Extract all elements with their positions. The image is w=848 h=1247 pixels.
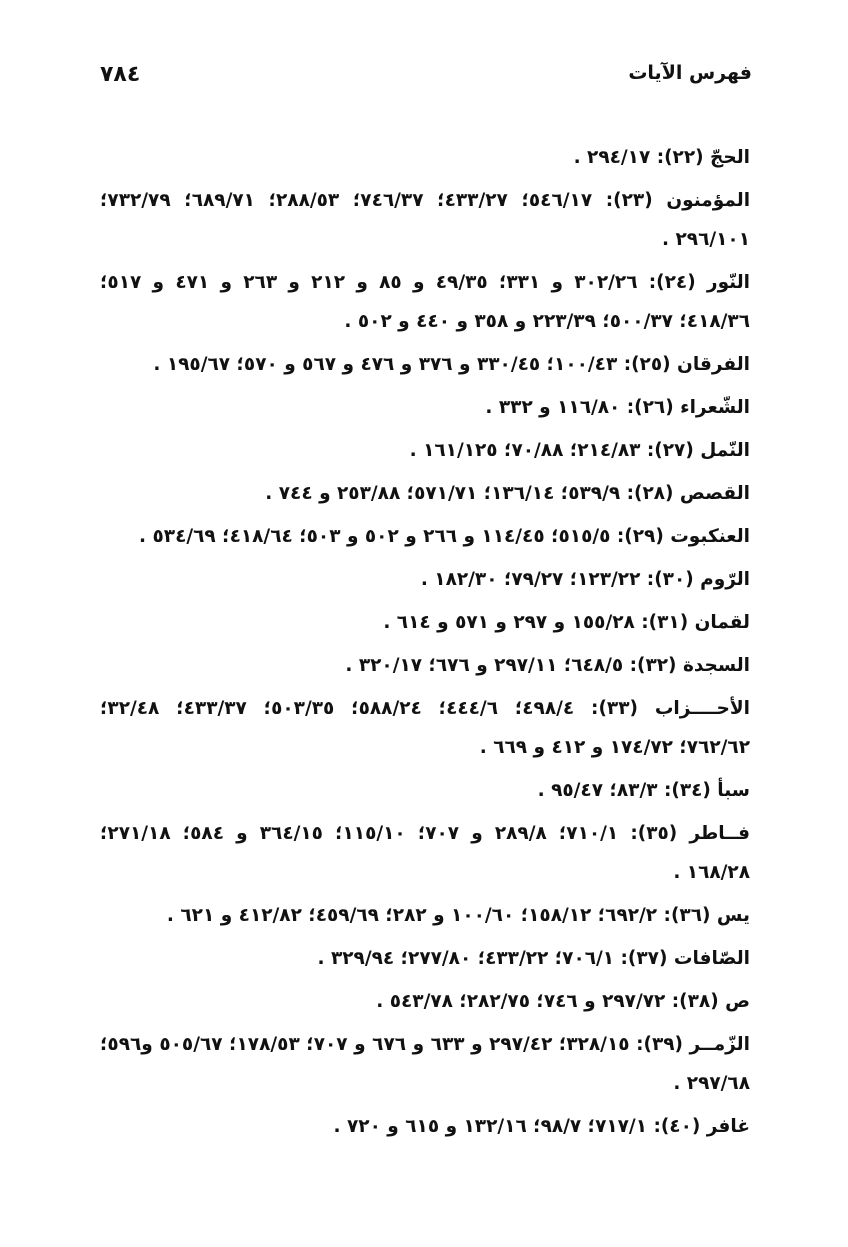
index-entry-sajda: السجدة (٣٢): ٦٤٨/٥؛ ٢٩٧/١١ و ٦٧٦؛ ٣٢٠/١٧ . bbox=[345, 655, 750, 676]
index-entry-ankabut: العنكبوت (٢٩): ٥١٥/٥؛ ١١٤/٤٥ و ٢٦٦ و ٥٠٢ و ٥٠٣؛ ٤١٨/٦٤؛ ٥٣٤/٦٩ . bbox=[139, 526, 750, 547]
index-entry-shuara: الشّعراء (٢٦): ١١٦/٨٠ و ٣٣٢ . bbox=[485, 397, 750, 418]
index-entry-luqman: لقمان (٣١): ١٥٥/٢٨ و ٢٩٧ و ٥٧١ و ٦١٤ . bbox=[383, 612, 750, 633]
index-entry-furqan: الفرقان (٢٥): ١٠٠/٤٣؛ ٣٣٠/٤٥ و ٣٧٦ و ٤٧٦ و ٥٦٧ و ٥٧٠؛ ١٩٥/٦٧ . bbox=[153, 354, 750, 375]
index-entry-yasin: يس (٣٦): ٦٩٢/٢؛ ١٥٨/١٢؛ ١٠٠/٦٠ و ٢٨٢؛ ٤٥٩/٦٩؛ ٤١٢/٨٢ و ٦٢١ . bbox=[166, 905, 750, 926]
page-header bbox=[100, 62, 752, 94]
index-entry-zumar: الزّمــر (٣٩): ٣٢٨/١٥؛ ٢٩٧/٤٢ و ٦٣٣ و ٦٧٦ و ٧٠٧؛ ١٧٨/٥٣؛ ٥٠٥/٦٧ و٥٩٦؛ ٢٩٧/٦٨ . bbox=[100, 1034, 750, 1094]
index-entry-rum: الرّوم (٣٠): ١٢٣/٢٢؛ ٧٩/٢٧؛ ١٨٢/٣٠ . bbox=[420, 569, 750, 590]
index-entry-fatir: فــاطر (٣٥): ٧١٠/١؛ ٢٨٩/٨ و ٧٠٧؛ ١١٥/١٠؛ ٣٦٤/١٥ و ٥٨٤؛ ٢٧١/١٨؛ ١٦٨/٢٨ . bbox=[100, 823, 750, 883]
verse-index-list bbox=[100, 138, 750, 1150]
index-entry-muminun: المؤمنون (٢٣): ٥٤٦/١٧؛ ٤٣٣/٢٧؛ ٧٤٦/٣٧؛ ٢٨٨/٥٣؛ ٦٨٩/٧١؛ ٧٣٢/٧٩؛ ٢٩٦/١٠١ . bbox=[100, 190, 751, 250]
page-number: ٧٨٤ bbox=[100, 62, 141, 87]
index-entry-saffat: الصّافات (٣٧): ٧٠٦/١؛ ٤٣٣/٢٢؛ ٢٧٧/٨٠؛ ٣٢٩/٩٤ . bbox=[317, 948, 750, 969]
index-entry-ghafir: غافر (٤٠): ٧١٧/١؛ ٩٨/٧؛ ١٣٢/١٦ و ٦١٥ و ٧٢٠ . bbox=[333, 1116, 750, 1137]
index-entry-qasas: القصص (٢٨): ٥٣٩/٩؛ ١٣٦/١٤؛ ٥٧١/٧١؛ ٢٥٣/٨٨ و ٧٤٤ . bbox=[265, 483, 750, 504]
index-entry-nur: النّور (٢٤): ٣٠٢/٢٦ و ٣٣١؛ ٤٩/٣٥ و ٨٥ و ٢١٢ و ٢٦٣ و ٤٧١ و ٥١٧؛ ٤١٨/٣٦؛ ٥٠٠/٣٧؛ ٢٢٣/٣٩ و ٣٥٨ و ٤٤٠ و ٥٠٢ . bbox=[100, 272, 751, 332]
index-entry-sad: ص (٣٨): ٢٩٧/٧٢ و ٧٤٦؛ ٢٨٢/٧٥؛ ٥٤٣/٧٨ . bbox=[376, 991, 750, 1012]
index-entry-saba: سبأ (٣٤): ٨٣/٣؛ ٩٥/٤٧ . bbox=[537, 780, 750, 801]
index-entry-hajj: الحجّ (٢٢): ٢٩٤/١٧ . bbox=[573, 147, 750, 168]
running-title: فهرس الآيات bbox=[628, 62, 752, 84]
index-entry-ahzab: الأحــــزاب (٣٣): ٤٩٨/٤؛ ٤٤٤/٦؛ ٥٨٨/٢٤؛ ٥٠٣/٣٥؛ ٤٣٣/٣٧؛ ٣٢/٤٨؛ ٧٦٢/٦٢؛ ١٧٤/٧٢ و ٤١٢ و ٦٦٩ . bbox=[100, 698, 751, 758]
index-entry-naml: النّمل (٢٧): ٢١٤/٨٣؛ ٧٠/٨٨؛ ١٦١/١٢٥ . bbox=[409, 440, 750, 461]
